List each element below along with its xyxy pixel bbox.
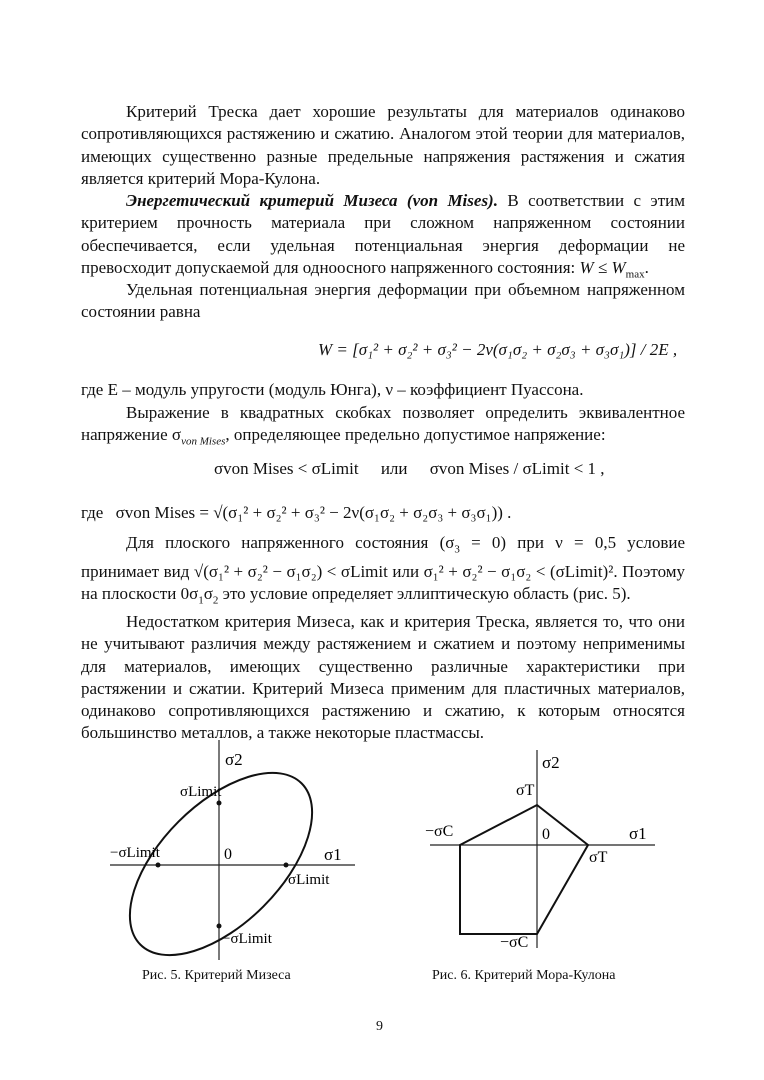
fig6-bottom-label: −σC [500,934,529,951]
fig5-left-label: −σLimit [110,845,160,861]
fig5-point-right [284,863,289,868]
paragraph-tresca-text: Критерий Треска дает хорошие результаты для материалов одинаково сопротивляющихся растяжению и сжатию. Аналогом этой теории для материалов, имеющих существенно разные предельные напряжения растяжения и сжатия является критерий Мора-Кулона. [81,102,685,188]
paragraph-where-e-text: где E – модуль упругости (модуль Юнга), ν – коэффициент Пуассона. [81,380,584,399]
fig5-top-label: σLimit [180,784,222,800]
figure-mises [110,740,360,965]
formula-equivalent-stress [81,503,511,523]
figure-mohr-coulomb [420,748,660,953]
where-label: где [81,503,104,522]
fig5-right-label: σLimit [288,872,330,888]
formula-condition [214,459,605,479]
paragraph-mises-intro: Энергетический критерий Мизеса (von Mises). В соответствии с этим критерием прочность материала при сложном напряженном состоянии обеспечивается, если удельная потенциальная энергия деформации не превосходит допускаемой для одноосного напряженного состояния: $W \le W_{max}$. [81,191,685,281]
condition-or: или [380,459,408,478]
fig5-bottom-label: −σLimit [222,931,272,947]
paragraph-energy [81,279,685,324]
condition-w-sub: max [625,268,645,281]
condition-w: W ≤ W [579,257,626,277]
equiv-stress-text: σvon Mises = √(σ₁² + σ₂² + σ₃² − 2ν(σ₁σ₂ + σ₂σ₃ + σ₃σ₁)) . [115,503,512,522]
formula-energy [318,340,677,360]
paragraph-plane-stress: Для плоского напряженного состояния $(\sigma_3 = 0)$ при ν = 0,5 условие принимает вид √(σ₁² + σ₂² − σ₁σ₂) < σLimit или σ₁² + σ₂² − σ₁σ₂ < (σLimit)². Поэтому на плоскости $0\sigma_1\sigma_2$ это условие определяет эллиптическую область (рис. 5). [81,533,686,607]
fig5-x-label: σ1 [324,845,342,864]
plane-text-d: это условие определяет эллиптическую область (рис. 5). [218,583,631,603]
paragraph-equivalent-end: , определяющее предельно допустимое напряжение: [225,425,606,445]
plane-text-a: Для плоского напряженного состояния (σ [126,533,455,552]
fig6-right-label: σT [589,849,608,866]
paragraph-where-e [81,379,685,401]
condition-a: σvon Mises < σLimit [214,459,359,478]
page-number: 9 [376,1019,383,1034]
fig6-origin: 0 [542,826,550,843]
paragraph-equivalent [81,402,685,453]
plane-formula-a: √(σ₁² + σ₂² − σ₁σ₂) < σLimit [193,561,388,581]
fig6-y-label: σ2 [542,753,560,772]
paragraph-disadvantage-text: Недостатком критерия Мизеса, как и критерия Треска, является то, что они не учитывают различия между растяжением и сжатием и поэтому неприменимы для материалов, имеющих существенно различные характеристики при растяжении и сжатии. Критерий Мизеса применим для пластичных материалов, одинаково сопротивляющихся растяжению и сжатию, к которым относятся большинство металлов, а также некоторые пластмассы. [81,612,685,743]
condition-b: σvon Mises / σLimit < 1 , [429,459,605,478]
paragraph-equivalent-text: Выражение в квадратных скобках позволяет определить эквивалентное напряжение σ [81,403,685,445]
plane-text-c: . Поэтому на плоскости 0σ [81,561,686,603]
fig5-y-label: σ2 [225,750,243,769]
paragraph-energy-text: Удельная потенциальная энергия деформации при объемном напряженном состоянии равна [81,280,685,322]
fig6-polygon [460,805,588,934]
figure6-caption: Рис. 6. Критерий Мора-Кулона [432,968,616,983]
figure5-caption: Рис. 5. Критерий Мизеса [142,968,291,983]
plane-text-b: = 0) при ν = 0,5 условие принимает вид [81,533,685,581]
von-mises-sub: von Mises [181,435,226,448]
plane-or: или [392,561,420,581]
fig5-origin: 0 [224,846,232,863]
paragraph-mises-body: В соответствии с этим критерием прочность материала при сложном напряженном состоянии обеспечивается, если удельная потенциальная энергия деформации не превосходит допускаемой для одноосного напряженного состояния: [81,191,685,277]
paragraph-tresca [81,101,685,190]
section-heading-mises: Энергетический критерий Мизеса (von Mises). [126,191,498,210]
paragraph-disadvantage [81,611,685,745]
fig6-x-label: σ1 [629,824,647,843]
fig5-point-top [217,801,222,806]
fig5-point-left [156,863,161,868]
fig5-point-bottom [217,924,222,929]
fig6-top-label: σT [516,782,535,799]
fig6-left-label: −σC [425,823,454,840]
formula-energy-text: W = [σ₁² + σ₂² + σ₃² − 2ν(σ₁σ₂ + σ₂σ₃ + σ₃σ₁)] / 2E , [318,340,678,359]
plane-formula-b: σ₁² + σ₂² − σ₁σ₂ < (σLimit)² [423,561,614,581]
